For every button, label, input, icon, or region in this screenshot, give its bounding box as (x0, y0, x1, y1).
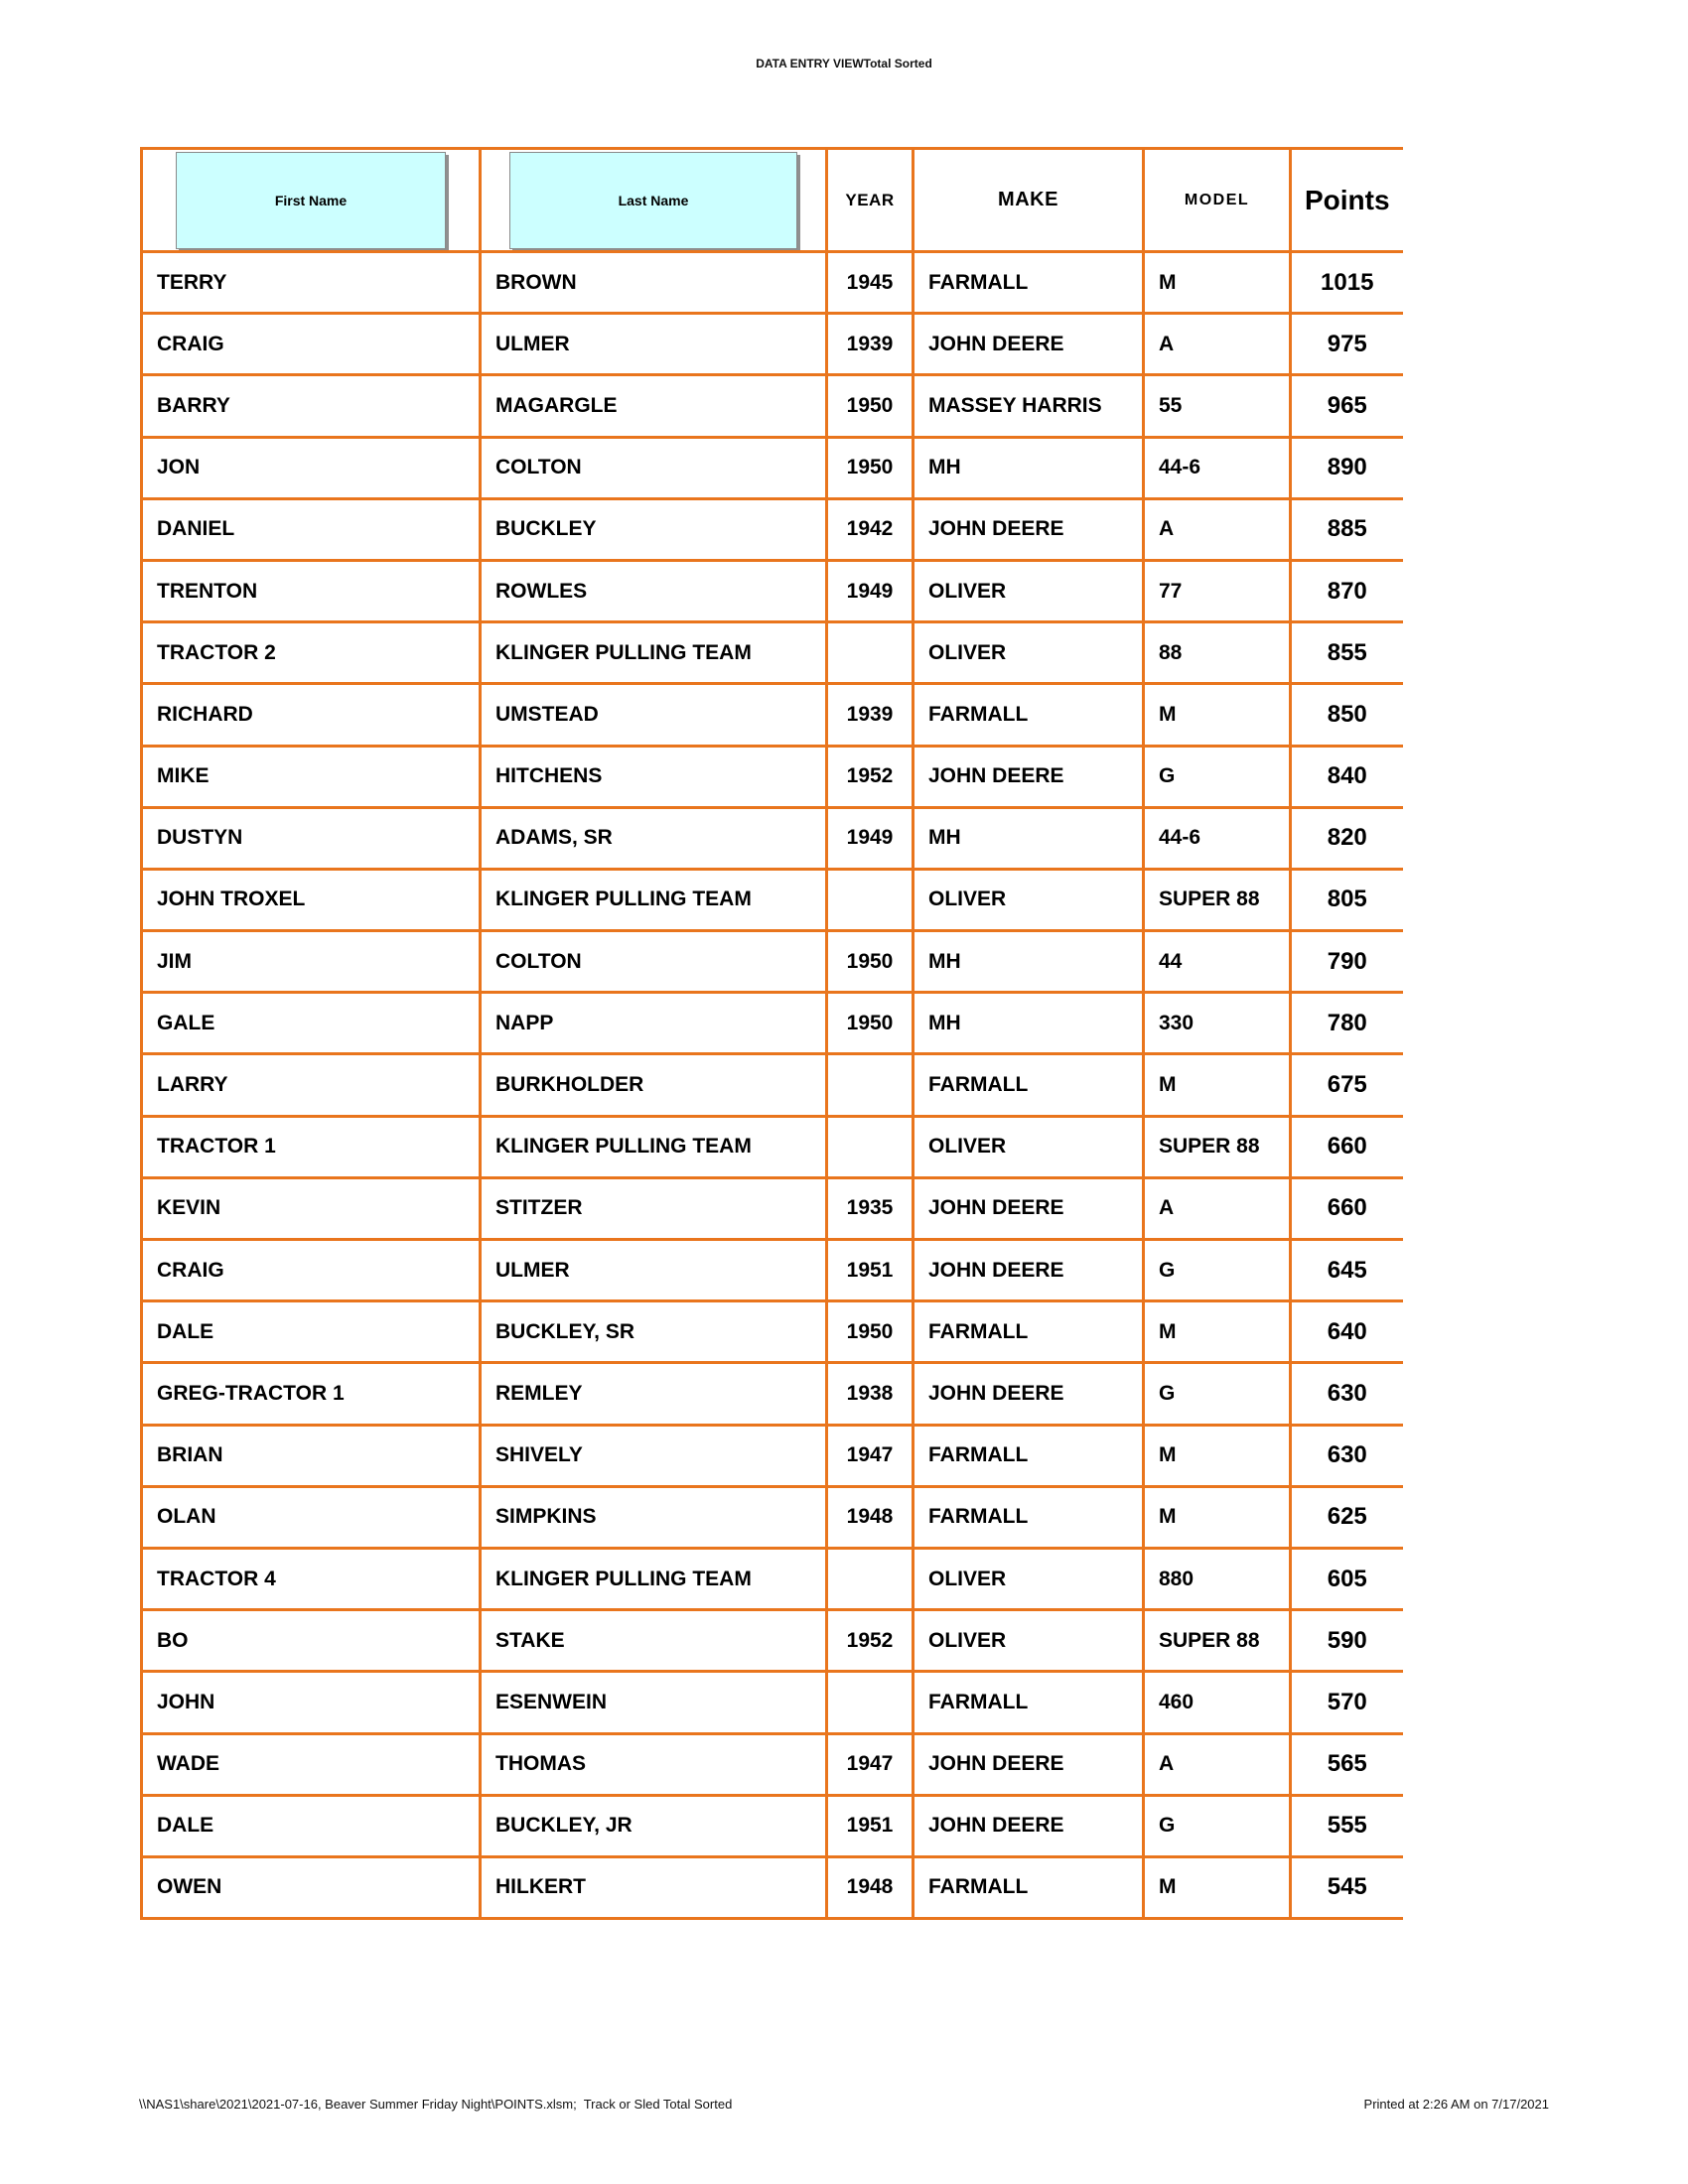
table-row (142, 1177, 1403, 1239)
cell-first-name: BARRY (142, 375, 481, 437)
header-row (142, 149, 1403, 252)
cell-year (827, 1054, 914, 1116)
cell-model: SUPER 88 (1144, 1610, 1291, 1672)
cell-year (827, 1116, 914, 1177)
cell-first-name: DALE (142, 1301, 481, 1363)
cell-first-name: JOHN (142, 1672, 481, 1733)
cell-last-name: ULMER (481, 1240, 827, 1301)
cell-make: FARMALL (914, 1301, 1144, 1363)
cell-points: 630 (1291, 1363, 1403, 1425)
cell-first-name: KEVIN (142, 1177, 481, 1239)
cell-model: G (1144, 1240, 1291, 1301)
table-row (142, 1240, 1403, 1301)
cell-make: JOHN DEERE (914, 1177, 1144, 1239)
cell-first-name: GREG-TRACTOR 1 (142, 1363, 481, 1425)
cell-year: 1950 (827, 437, 914, 498)
cell-last-name: STAKE (481, 1610, 827, 1672)
table-row (142, 252, 1403, 314)
cell-first-name: JON (142, 437, 481, 498)
cell-make: OLIVER (914, 622, 1144, 684)
cell-year: 1950 (827, 375, 914, 437)
cell-model: A (1144, 314, 1291, 375)
table-row (142, 437, 1403, 498)
cell-points: 840 (1291, 746, 1403, 807)
cell-year: 1948 (827, 1486, 914, 1548)
table-row (142, 622, 1403, 684)
cell-year: 1950 (827, 931, 914, 993)
cell-first-name: DALE (142, 1795, 481, 1856)
cell-first-name: WADE (142, 1733, 481, 1795)
cell-year: 1945 (827, 252, 914, 314)
cell-points: 855 (1291, 622, 1403, 684)
cell-year: 1950 (827, 1301, 914, 1363)
cell-model: G (1144, 746, 1291, 807)
cell-first-name: TRACTOR 4 (142, 1548, 481, 1609)
cell-last-name: KLINGER PULLING TEAM (481, 1116, 827, 1177)
table-row (142, 1795, 1403, 1856)
cell-last-name: SIMPKINS (481, 1486, 827, 1548)
cell-first-name: OWEN (142, 1856, 481, 1918)
table-row (142, 1301, 1403, 1363)
cell-year: 1950 (827, 993, 914, 1054)
cell-last-name: THOMAS (481, 1733, 827, 1795)
cell-last-name: STITZER (481, 1177, 827, 1239)
cell-last-name: ADAMS, SR (481, 807, 827, 869)
cell-year (827, 622, 914, 684)
cell-year: 1942 (827, 498, 914, 560)
table-row (142, 560, 1403, 621)
cell-first-name: TRENTON (142, 560, 481, 621)
cell-make: MH (914, 931, 1144, 993)
cell-last-name: ESENWEIN (481, 1672, 827, 1733)
cell-make: JOHN DEERE (914, 1363, 1144, 1425)
cell-model: 460 (1144, 1672, 1291, 1733)
cell-points: 885 (1291, 498, 1403, 560)
cell-model: G (1144, 1795, 1291, 1856)
table-row (142, 314, 1403, 375)
cell-make: FARMALL (914, 1425, 1144, 1486)
cell-last-name: KLINGER PULLING TEAM (481, 622, 827, 684)
table-row (142, 1672, 1403, 1733)
cell-model: A (1144, 1733, 1291, 1795)
cell-model: SUPER 88 (1144, 1116, 1291, 1177)
cell-first-name: LARRY (142, 1054, 481, 1116)
cell-model: 77 (1144, 560, 1291, 621)
cell-year: 1947 (827, 1425, 914, 1486)
cell-points: 590 (1291, 1610, 1403, 1672)
last-name-sort-button[interactable]: Last Name (509, 152, 797, 249)
table-row (142, 807, 1403, 869)
table-body (142, 252, 1403, 1919)
cell-year: 1939 (827, 684, 914, 746)
cell-last-name: REMLEY (481, 1363, 827, 1425)
cell-make: OLIVER (914, 560, 1144, 621)
cell-model: M (1144, 1301, 1291, 1363)
cell-points: 870 (1291, 560, 1403, 621)
cell-make: MH (914, 437, 1144, 498)
cell-last-name: HILKERT (481, 1856, 827, 1918)
table-row (142, 1486, 1403, 1548)
cell-model: 88 (1144, 622, 1291, 684)
cell-first-name: CRAIG (142, 1240, 481, 1301)
cell-first-name: RICHARD (142, 684, 481, 746)
cell-points: 850 (1291, 684, 1403, 746)
results-table-wrap (140, 147, 1403, 1920)
cell-model: M (1144, 684, 1291, 746)
cell-model: 44 (1144, 931, 1291, 993)
footer-printed-timestamp: Printed at 2:26 AM on 7/17/2021 (1363, 2097, 1549, 2112)
cell-points: 605 (1291, 1548, 1403, 1609)
cell-model: M (1144, 1486, 1291, 1548)
cell-last-name: UMSTEAD (481, 684, 827, 746)
table-row (142, 1116, 1403, 1177)
table-row (142, 1054, 1403, 1116)
cell-make: MH (914, 807, 1144, 869)
cell-make: JOHN DEERE (914, 746, 1144, 807)
cell-first-name: OLAN (142, 1486, 481, 1548)
cell-year (827, 869, 914, 930)
cell-model: G (1144, 1363, 1291, 1425)
table-row (142, 1610, 1403, 1672)
table-row (142, 869, 1403, 930)
cell-model: 330 (1144, 993, 1291, 1054)
cell-make: JOHN DEERE (914, 1240, 1144, 1301)
cell-year: 1938 (827, 1363, 914, 1425)
cell-model: SUPER 88 (1144, 869, 1291, 930)
first-name-sort-button[interactable]: First Name (176, 152, 446, 249)
cell-year: 1939 (827, 314, 914, 375)
cell-first-name: JIM (142, 931, 481, 993)
cell-last-name: BROWN (481, 252, 827, 314)
cell-first-name: DUSTYN (142, 807, 481, 869)
cell-last-name: BUCKLEY, JR (481, 1795, 827, 1856)
cell-make: JOHN DEERE (914, 1733, 1144, 1795)
cell-make: FARMALL (914, 1672, 1144, 1733)
cell-year: 1951 (827, 1240, 914, 1301)
cell-make: JOHN DEERE (914, 1795, 1144, 1856)
cell-model: 44-6 (1144, 807, 1291, 869)
cell-year: 1949 (827, 560, 914, 621)
cell-first-name: BO (142, 1610, 481, 1672)
cell-last-name: ROWLES (481, 560, 827, 621)
table-row (142, 1856, 1403, 1918)
cell-points: 780 (1291, 993, 1403, 1054)
table-row (142, 375, 1403, 437)
cell-first-name: TERRY (142, 252, 481, 314)
cell-first-name: TRACTOR 1 (142, 1116, 481, 1177)
cell-points: 565 (1291, 1733, 1403, 1795)
header-cell-last-name (481, 149, 827, 252)
cell-points: 660 (1291, 1116, 1403, 1177)
cell-last-name: NAPP (481, 993, 827, 1054)
table-row (142, 746, 1403, 807)
header-cell-first-name (142, 149, 481, 252)
cell-make: MH (914, 993, 1144, 1054)
table-row (142, 1733, 1403, 1795)
cell-points: 545 (1291, 1856, 1403, 1918)
header-cell-points: Points (1291, 149, 1403, 252)
cell-year: 1948 (827, 1856, 914, 1918)
cell-model: 880 (1144, 1548, 1291, 1609)
cell-model: M (1144, 1856, 1291, 1918)
cell-model: 55 (1144, 375, 1291, 437)
cell-points: 555 (1291, 1795, 1403, 1856)
cell-make: OLIVER (914, 869, 1144, 930)
cell-points: 675 (1291, 1054, 1403, 1116)
cell-points: 640 (1291, 1301, 1403, 1363)
results-table (140, 147, 1403, 1920)
cell-first-name: DANIEL (142, 498, 481, 560)
cell-points: 805 (1291, 869, 1403, 930)
cell-make: FARMALL (914, 252, 1144, 314)
cell-points: 630 (1291, 1425, 1403, 1486)
cell-points: 645 (1291, 1240, 1403, 1301)
cell-points: 890 (1291, 437, 1403, 498)
cell-last-name: BUCKLEY, SR (481, 1301, 827, 1363)
cell-points: 1015 (1291, 252, 1403, 314)
cell-year (827, 1672, 914, 1733)
cell-year: 1952 (827, 1610, 914, 1672)
table-row (142, 993, 1403, 1054)
cell-model: 44-6 (1144, 437, 1291, 498)
footer-file-path: \\NAS1\share\2021\2021-07-16, Beaver Summer Friday Night\POINTS.xlsm; Track or Sled Total Sorted (139, 2097, 733, 2112)
cell-year: 1949 (827, 807, 914, 869)
table-row (142, 1425, 1403, 1486)
cell-last-name: KLINGER PULLING TEAM (481, 1548, 827, 1609)
cell-make: JOHN DEERE (914, 314, 1144, 375)
cell-last-name: MAGARGLE (481, 375, 827, 437)
cell-points: 975 (1291, 314, 1403, 375)
cell-last-name: ULMER (481, 314, 827, 375)
cell-last-name: BUCKLEY (481, 498, 827, 560)
cell-first-name: BRIAN (142, 1425, 481, 1486)
cell-make: FARMALL (914, 684, 1144, 746)
header-cell-year: YEAR (827, 149, 914, 252)
cell-make: JOHN DEERE (914, 498, 1144, 560)
cell-last-name: HITCHENS (481, 746, 827, 807)
table-row (142, 931, 1403, 993)
header-cell-model: MODEL (1144, 149, 1291, 252)
cell-model: A (1144, 498, 1291, 560)
cell-model: M (1144, 1425, 1291, 1486)
cell-last-name: COLTON (481, 931, 827, 993)
cell-first-name: CRAIG (142, 314, 481, 375)
cell-make: OLIVER (914, 1548, 1144, 1609)
cell-points: 965 (1291, 375, 1403, 437)
cell-year (827, 1548, 914, 1609)
cell-first-name: GALE (142, 993, 481, 1054)
cell-first-name: MIKE (142, 746, 481, 807)
table-row (142, 1363, 1403, 1425)
cell-make: OLIVER (914, 1610, 1144, 1672)
table-row (142, 498, 1403, 560)
cell-points: 625 (1291, 1486, 1403, 1548)
page-title: DATA ENTRY VIEWTotal Sorted (756, 57, 932, 70)
cell-make: FARMALL (914, 1054, 1144, 1116)
cell-year: 1951 (827, 1795, 914, 1856)
cell-model: M (1144, 1054, 1291, 1116)
table-row (142, 1548, 1403, 1609)
cell-make: MASSEY HARRIS (914, 375, 1144, 437)
cell-make: FARMALL (914, 1486, 1144, 1548)
cell-points: 820 (1291, 807, 1403, 869)
cell-model: A (1144, 1177, 1291, 1239)
cell-year: 1947 (827, 1733, 914, 1795)
cell-year: 1952 (827, 746, 914, 807)
cell-points: 790 (1291, 931, 1403, 993)
cell-last-name: KLINGER PULLING TEAM (481, 869, 827, 930)
table-header (142, 149, 1403, 252)
cell-points: 570 (1291, 1672, 1403, 1733)
cell-last-name: BURKHOLDER (481, 1054, 827, 1116)
cell-model: M (1144, 252, 1291, 314)
table-row (142, 684, 1403, 746)
cell-first-name: TRACTOR 2 (142, 622, 481, 684)
cell-points: 660 (1291, 1177, 1403, 1239)
cell-make: FARMALL (914, 1856, 1144, 1918)
header-cell-make: MAKE (914, 149, 1144, 252)
cell-year: 1935 (827, 1177, 914, 1239)
cell-make: OLIVER (914, 1116, 1144, 1177)
cell-last-name: SHIVELY (481, 1425, 827, 1486)
cell-last-name: COLTON (481, 437, 827, 498)
cell-first-name: JOHN TROXEL (142, 869, 481, 930)
